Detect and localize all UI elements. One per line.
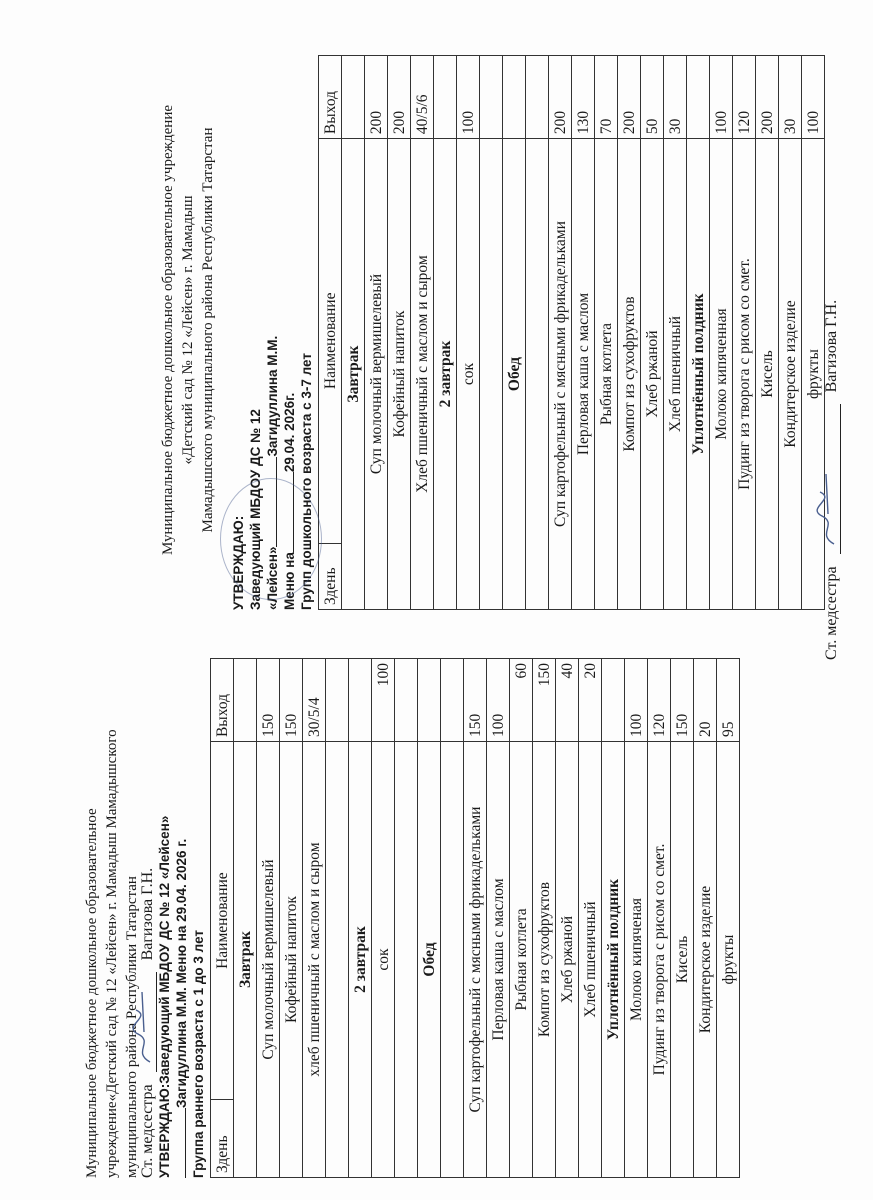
table-row (694, 659, 717, 1178)
approval-line: Загидуллина М.М. (265, 335, 280, 457)
dish-output: 50 (641, 56, 664, 139)
table-row (549, 56, 572, 610)
empty-cell (326, 659, 349, 742)
empty-cell (349, 659, 372, 742)
approval-line: Групп дошкольного возраста с 3-7 лет (299, 353, 314, 610)
empty-cell (326, 742, 349, 1178)
dish-output: 200 (618, 56, 641, 139)
org-line: Муниципальное бюджетное дошкольное образовательное (84, 808, 100, 1178)
empty-cell (434, 56, 457, 139)
table-row (779, 56, 802, 610)
table-row (710, 56, 733, 610)
approval-line: Заведующий МБДОУ ДС № 12 (248, 409, 263, 610)
section-title: 2 завтрак (349, 742, 372, 1178)
dish-name: Кофейный напиток (388, 139, 411, 610)
stamp-seal-icon (220, 478, 322, 600)
empty-cell (480, 139, 503, 610)
dish-output: 100 (625, 659, 648, 742)
table-row (303, 659, 326, 1178)
lunch-rows (549, 56, 687, 610)
dish-name: хлеб пшеничный с маслом и сыром (303, 742, 326, 1178)
org-line: Мамадышского муниципального района Республики Татарстан (200, 127, 216, 533)
signer-name: Вагизова Г.Н. (823, 299, 840, 393)
col-output: Выход (319, 56, 342, 139)
table-row (464, 659, 487, 1178)
org-line: муниципального района Республики Татарстан (124, 876, 140, 1178)
dish-output: 100 (710, 56, 733, 139)
dish-output: 40 (556, 659, 579, 742)
dish-name: Хлеб ржаной (641, 139, 664, 610)
spacer-row (441, 659, 464, 1178)
table-row (648, 659, 671, 1178)
empty-cell (395, 659, 418, 742)
dish-name: сок (457, 139, 480, 610)
dish-name: Суп молочный вермишелевый (257, 742, 280, 1178)
dish-output: 100 (457, 56, 480, 139)
table-row (671, 659, 694, 1178)
dish-output: 100 (372, 659, 395, 742)
dish-output: 150 (533, 659, 556, 742)
empty-cell (526, 139, 549, 610)
empty-cell (441, 742, 464, 1178)
dish-output: 30 (779, 56, 802, 139)
dish-name: Кисель (671, 742, 694, 1178)
section-title: Обед (418, 742, 441, 1178)
signature-line (185, 1108, 186, 1178)
approval-line: УТВЕРЖДАЮ:Заведующий МБДОУ ДС № 12 «Лейсен» (157, 815, 172, 1178)
table-row (510, 659, 533, 1178)
dish-name: Кофейный напиток (280, 742, 303, 1178)
signature-line (814, 404, 841, 554)
dish-output: 20 (694, 659, 717, 742)
empty-cell (418, 659, 441, 742)
col-name: Наименование (319, 139, 342, 543)
dish-name: Компот из сухофруктов (618, 139, 641, 610)
menu-table (210, 658, 740, 1178)
signature-right (808, 60, 848, 660)
section-title: 2 завтрак (434, 139, 457, 610)
col-day: Здень (319, 543, 342, 609)
org-line: «Детский сад № 12 «Лейсен» г. Мамадыш (180, 195, 196, 465)
dish-name: Перловая каша с маслом (572, 139, 595, 610)
table-row (533, 659, 556, 1178)
col-day: Здень (211, 1100, 234, 1178)
empty-cell (234, 659, 257, 742)
empty-cell (395, 742, 418, 1178)
empty-cell (480, 56, 503, 139)
table-header-row (319, 56, 342, 610)
dish-name: Суп картофельный с мясными фрикадельками (549, 139, 572, 610)
approval-line: «Лейсен» (265, 546, 280, 610)
section-title: Уплотнённый полдник (687, 139, 710, 610)
signature-block (130, 868, 157, 1178)
section-title: Завтрак (234, 742, 257, 1178)
table-row (733, 56, 756, 610)
dish-output: 40/5/6 (411, 56, 434, 139)
dish-output: 200 (756, 56, 779, 139)
table-row (579, 659, 602, 1178)
dish-name: Хлеб пшеничный (579, 742, 602, 1178)
table-row (487, 659, 510, 1178)
empty-cell (526, 56, 549, 139)
dish-output: 60 (510, 659, 533, 742)
breakfast-rows (365, 56, 434, 610)
approval-line: Группа раннего возраста с 1 до 3 лет (191, 929, 206, 1178)
section-row (418, 659, 441, 1178)
section-row (503, 56, 526, 610)
section-row (342, 56, 365, 610)
section-row (349, 659, 372, 1178)
section-row (234, 659, 257, 1178)
table-row (572, 56, 595, 610)
dish-output: 20 (579, 659, 602, 742)
approval-line: Меню на (282, 552, 297, 610)
handwritten-signature-icon (130, 982, 156, 1072)
spacer-row (326, 659, 349, 1178)
table-row (372, 659, 395, 1178)
signer-role: Ст. медсестра (139, 1084, 156, 1178)
dish-output: 30/5/4 (303, 659, 326, 742)
table-row (664, 56, 687, 610)
table-row (641, 56, 664, 610)
table-row (411, 56, 434, 610)
dish-name: фрукты (802, 139, 825, 610)
table-row (388, 56, 411, 610)
dish-output: 200 (388, 56, 411, 139)
table-row (595, 56, 618, 610)
signature-left (122, 618, 162, 1178)
signer-role: Ст. медсестра (823, 566, 840, 660)
dish-name: Кисель (756, 139, 779, 610)
breakfast2-rows (457, 56, 480, 610)
section-title: Уплотнённый полдник (602, 742, 625, 1178)
dish-name: Пудинг из творога с рисом со смет. (733, 139, 756, 610)
dish-output: 120 (648, 659, 671, 742)
dish-name: Кондитерское изделие (694, 742, 717, 1178)
dish-output: 100 (487, 659, 510, 742)
empty-cell (602, 659, 625, 742)
dish-name: Молоко кипяченая (625, 742, 648, 1178)
spacer-row (480, 56, 503, 610)
approval-block (230, 50, 315, 610)
dish-name: Пудинг из творога с рисом со смет. (648, 742, 671, 1178)
org-line: учреждение«Детский сад № 12 «Лейсен» г. Мамадыш Мамадышского (104, 729, 120, 1178)
table-row (625, 659, 648, 1178)
org-header (158, 50, 218, 610)
table-row (257, 659, 280, 1178)
empty-cell (503, 56, 526, 139)
dish-output: 30 (664, 56, 687, 139)
spacer-row (526, 56, 549, 610)
table-row (556, 659, 579, 1178)
dish-name: Рыбная котлета (595, 139, 618, 610)
dish-output: 95 (717, 659, 740, 742)
table-row (717, 659, 740, 1178)
dish-output: 200 (549, 56, 572, 139)
dish-name: Хлеб пшеничный (664, 139, 687, 610)
dish-name: Кондитерское изделие (779, 139, 802, 610)
table-row (756, 56, 779, 610)
section-row (602, 659, 625, 1178)
dish-output: 150 (257, 659, 280, 742)
dish-name: Молоко кипяченная (710, 139, 733, 610)
approval-line: УТВЕРЖДАЮ: (231, 515, 246, 610)
section-title: Завтрак (342, 139, 365, 610)
dish-output: 150 (464, 659, 487, 742)
dish-name: Суп картофельный с мясными фрикадельками (464, 742, 487, 1178)
table-row (618, 56, 641, 610)
dish-output: 120 (733, 56, 756, 139)
dish-output: 200 (365, 56, 388, 139)
spacer-row (395, 659, 418, 1178)
handwritten-signature-icon (814, 464, 840, 554)
col-name: Наименование (211, 742, 234, 1100)
approval-line: Загидуллина М.М. Меню на 29.04. 2026 г. (174, 838, 189, 1108)
dish-name: Хлеб пшеничный с маслом и сыром (411, 139, 434, 610)
dish-name: Перловая каша с маслом (487, 742, 510, 1178)
col-output: Выход (211, 659, 234, 742)
breakfast2-rows (372, 659, 395, 1178)
snack-rows (625, 659, 740, 1178)
approval-line: 29.04. 2026г. (282, 392, 297, 473)
table-header-row (211, 659, 234, 1178)
menu-table (318, 55, 825, 610)
dish-name: Суп молочный вермишелевый (365, 139, 388, 610)
table-row (365, 56, 388, 610)
dish-name: сок (372, 742, 395, 1178)
table-row (280, 659, 303, 1178)
section-row (434, 56, 457, 610)
dish-name: Хлеб ржаной (556, 742, 579, 1178)
signer-name: Вагизова Г.Н. (139, 867, 156, 961)
empty-cell (687, 56, 710, 139)
signature-line (130, 972, 157, 1072)
section-row (687, 56, 710, 610)
dish-name: Компот из сухофруктов (533, 742, 556, 1178)
dish-output: 130 (572, 56, 595, 139)
breakfast-rows (257, 659, 326, 1178)
empty-cell (441, 659, 464, 742)
table-row (457, 56, 480, 610)
dish-output: 100 (802, 56, 825, 139)
org-line: Муниципальное бюджетное дошкольное образовательное учреждение (160, 105, 176, 555)
section-title: Обед (503, 139, 526, 610)
menu-preschool (158, 50, 863, 610)
signature-block (814, 300, 841, 660)
empty-cell (342, 56, 365, 139)
dish-output: 150 (671, 659, 694, 742)
dish-name: Рыбная котлета (510, 742, 533, 1178)
dish-output: 150 (280, 659, 303, 742)
lunch-rows (464, 659, 602, 1178)
dish-name: фрукты (717, 742, 740, 1178)
dish-output: 70 (595, 56, 618, 139)
